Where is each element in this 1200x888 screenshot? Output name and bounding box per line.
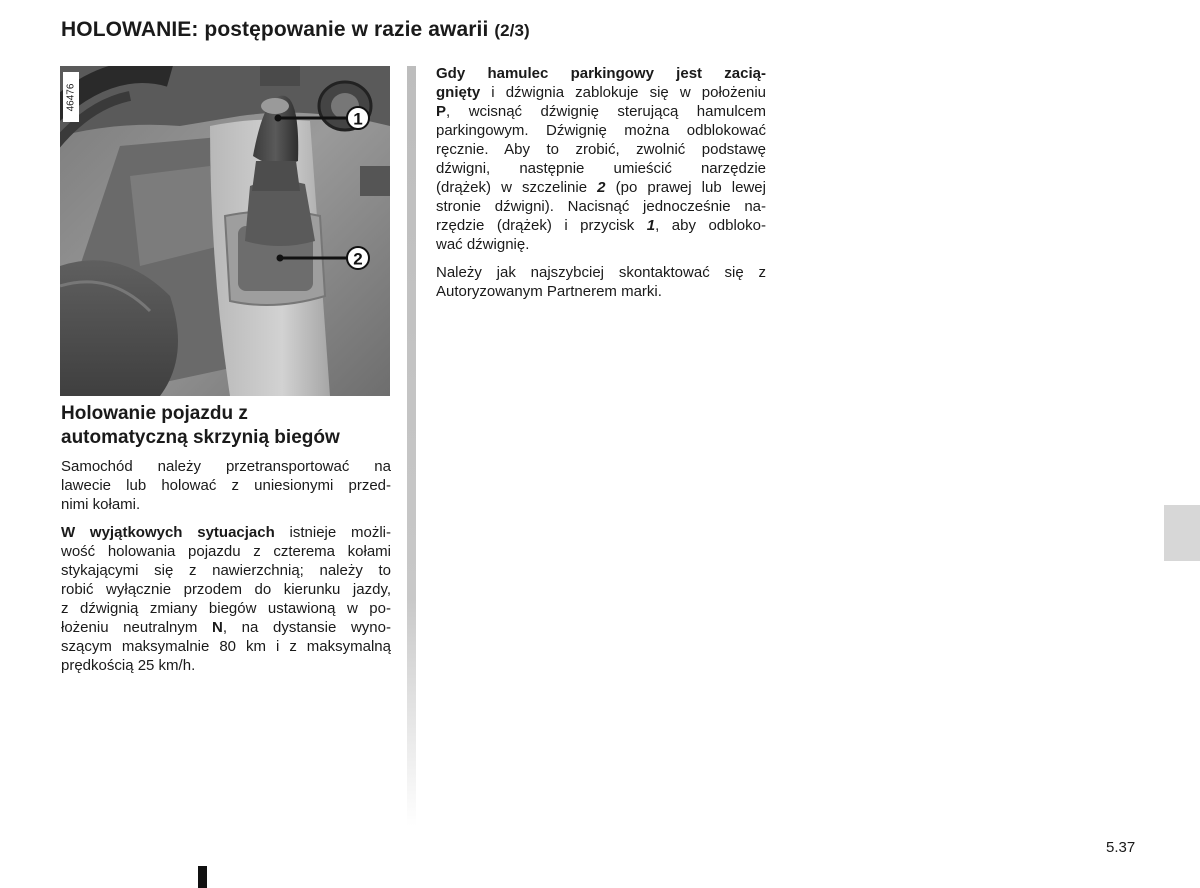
- exception-line-3: stykającymi się z nawierzchnią; należy to: [61, 562, 391, 579]
- exception-line-1: W wyjątkowych sytuacjach istnieje możli-: [61, 524, 391, 541]
- park-letter: P: [436, 103, 447, 120]
- callout-2: [347, 247, 369, 269]
- exception-line-6: łożeniu neutralnym N, na dystansie wyno-: [61, 619, 391, 636]
- callout-2-label: 2: [353, 249, 363, 269]
- section-heading-line-2: automatyczną skrzynią biegów: [61, 427, 340, 448]
- tow-line-3: nimi kołami.: [61, 496, 141, 513]
- brake-line-7: (drążek) w szczelinie 2 (po prawej lub lewej: [436, 179, 766, 196]
- brake-line-1: Gdy hamulec parkingowy jest zacią-: [436, 65, 766, 82]
- tow-paragraph: [61, 457, 391, 514]
- callout-1-label: 1: [353, 109, 363, 129]
- exception-paragraph: [61, 523, 391, 675]
- chapter-tab: [1164, 505, 1200, 561]
- tow-line-1: Samochód należy przetransportować na: [61, 458, 391, 475]
- exception-bold-lead: W wyjątkowych sytuacjach: [61, 524, 275, 541]
- tow-line-2: lawecie lub holować z uniesionymi przed-: [61, 477, 391, 494]
- brake-line-8: stronie dźwigni). Nacisnąć jednocześnie na-: [436, 198, 766, 215]
- brake-line-2: gnięty i dźwignia zablokuje się w położeniu: [436, 84, 766, 101]
- section-heading: [61, 402, 401, 450]
- neutral-letter: N: [212, 619, 223, 636]
- exception-line-7: szącym maksymalnie 80 km i z maksymalną: [61, 638, 391, 655]
- page-title-part: (2/3): [494, 21, 530, 40]
- gear-lever-illustration: [60, 66, 390, 396]
- page-title: [61, 18, 530, 42]
- slot-number: 2: [597, 179, 606, 196]
- brake-line-10: wać dźwignię.: [436, 236, 530, 253]
- contact-paragraph: [436, 263, 766, 301]
- print-mark: [198, 866, 207, 888]
- brake-line-6: dźwigni, następnie umieścić narzędzie: [436, 160, 766, 177]
- page-title-text: HOLOWANIE: postępowanie w razie awarii: [61, 18, 489, 41]
- brake-line-3: P, wcisnąć dźwignię sterującą hamulcem: [436, 103, 766, 120]
- contact-line-1: Należy jak najszybciej skontaktować się z: [436, 264, 766, 281]
- brake-line-5: ręcznie. Aby to zrobić, zwolnić podstawę: [436, 141, 766, 158]
- section-heading-line-1: Holowanie pojazdu z: [61, 403, 248, 424]
- button-number: 1: [646, 217, 656, 234]
- exception-line-5: z dźwignią zmiany biegów ustawioną w po-: [61, 600, 391, 617]
- figure-id-label: 46476: [63, 72, 79, 122]
- brake-paragraph: [436, 64, 766, 254]
- column-divider: [407, 66, 416, 826]
- contact-line-2: Autoryzowanym Partnerem marki.: [436, 283, 662, 300]
- callout-1: [347, 107, 369, 129]
- page-number: 5.37: [1106, 839, 1136, 856]
- brake-line-4: parkingowym. Dźwignię można odblokować: [436, 122, 766, 139]
- exception-line-8: prędkością 25 km/h.: [61, 657, 196, 674]
- exception-line-4: robić wyłącznie przodem do kierunku jazdy,: [61, 581, 391, 598]
- exception-line-2: wość holowania pojazdu z czterema kołami: [61, 543, 391, 560]
- brake-line-9: rzędzie (drążek) i przycisk 1, aby odbloko-: [436, 217, 766, 234]
